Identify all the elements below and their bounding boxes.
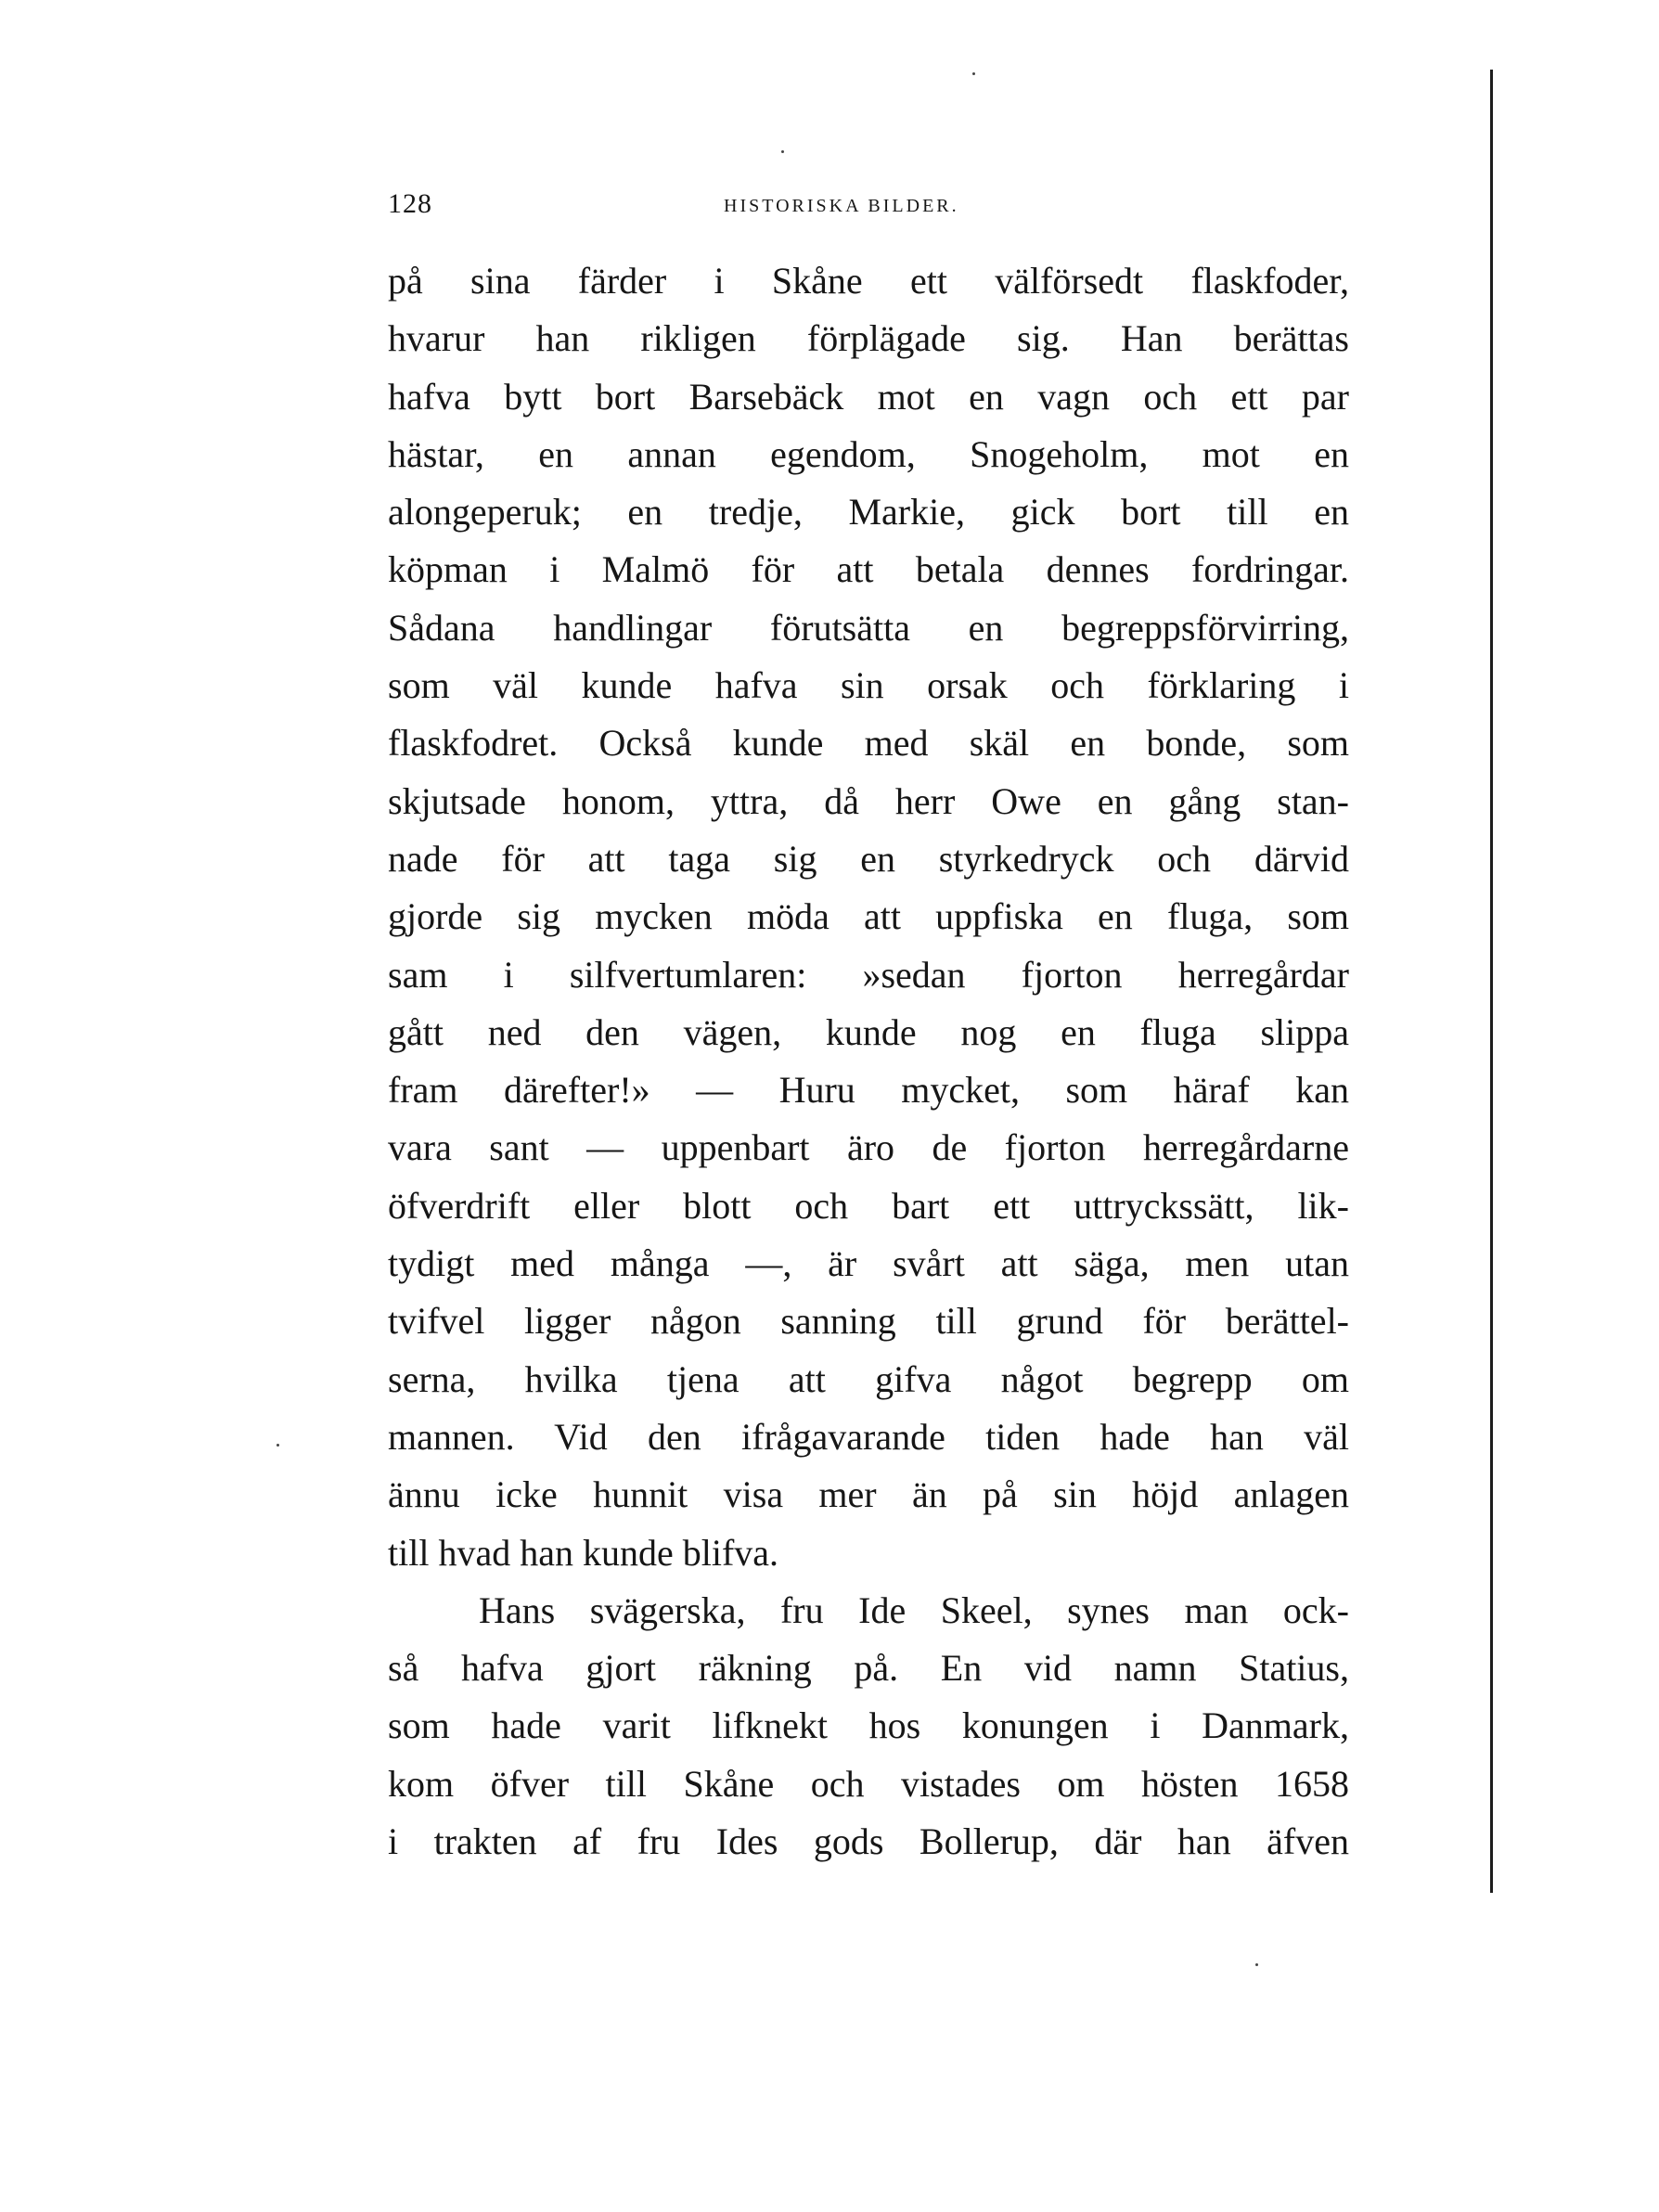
text-line: Sådana handlingar förutsätta en begreppsförvirring, [388, 606, 1349, 649]
running-head: HISTORISKA BILDER. [724, 196, 959, 216]
text-line: i trakten af fru Ides gods Bollerup, där han äfven [388, 1820, 1349, 1863]
text-line: kom öfver till Skåne och vistades om hösten 1658 [388, 1762, 1349, 1805]
speck [781, 150, 784, 153]
scan-edge-line [1490, 70, 1493, 1893]
text-line: så hafva gjort räkning på. En vid namn Statius, [388, 1647, 1349, 1690]
text-line: hästar, en annan egendom, Snogeholm, mot en [388, 432, 1349, 475]
text-line: tvifvel ligger någon sanning till grund för berättel- [388, 1300, 1349, 1343]
text-line: som väl kunde hafva sin orsak och förklaring i [388, 664, 1349, 707]
page-header [388, 188, 1349, 225]
paragraph [388, 252, 1349, 1582]
text-line: till hvad han kunde blifva. [388, 1531, 779, 1574]
text-line: serna, hvilka tjena att gifva något begrepp om [388, 1357, 1349, 1400]
text-line: öfverdrift eller blott och bart ett uttryckssätt, lik- [388, 1184, 1349, 1227]
text-line: skjutsade honom, yttra, då herr Owe en gång stan- [388, 779, 1349, 822]
text-line: köpman i Malmö för att betala dennes fordringar. [388, 548, 1349, 591]
text-line: tydigt med många —, är svårt att säga, men utan [388, 1242, 1349, 1285]
speck [972, 72, 975, 75]
text-line: Hans svägerska, fru Ide Skeel, synes man ock- [479, 1588, 1349, 1631]
text-line: fram därefter!» — Huru mycket, som häraf kan [388, 1069, 1349, 1112]
text-line: mannen. Vid den ifrågavarande tiden hade han väl [388, 1415, 1349, 1458]
speck [276, 1444, 279, 1447]
text-line: sam i silfvertumlaren: »sedan fjorton herregårdar [388, 953, 1349, 996]
text-line: alongeperuk; en tredje, Markie, gick bort till en [388, 491, 1349, 534]
text-line: på sina färder i Skåne ett välförsedt flaskfoder, [388, 260, 1349, 302]
text-line: som hade varit lifknekt hos konungen i Danmark, [388, 1704, 1349, 1747]
paragraph [388, 1582, 1349, 1871]
text-line: hafva bytt bort Barsebäck mot en vagn och ett par [388, 375, 1349, 418]
text-line: nade för att taga sig en styrkedryck och därvid [388, 837, 1349, 880]
text-line: hvarur han rikligen förplägade sig. Han berättas [388, 317, 1349, 360]
text-line: vara sant — uppenbart äro de fjorton herregårdarne [388, 1126, 1349, 1169]
text-line: ännu icke hunnit visa mer än på sin höjd anlagen [388, 1473, 1349, 1516]
text-line: gått ned den vägen, kunde nog en fluga slippa [388, 1010, 1349, 1053]
speck [1255, 1963, 1258, 1966]
page-number: 128 [388, 188, 432, 219]
text-line: flaskfodret. Också kunde med skäl en bonde, som [388, 722, 1349, 765]
text-line: gjorde sig mycken möda att uppfiska en fluga, som [388, 895, 1349, 938]
body-text [388, 252, 1349, 1871]
